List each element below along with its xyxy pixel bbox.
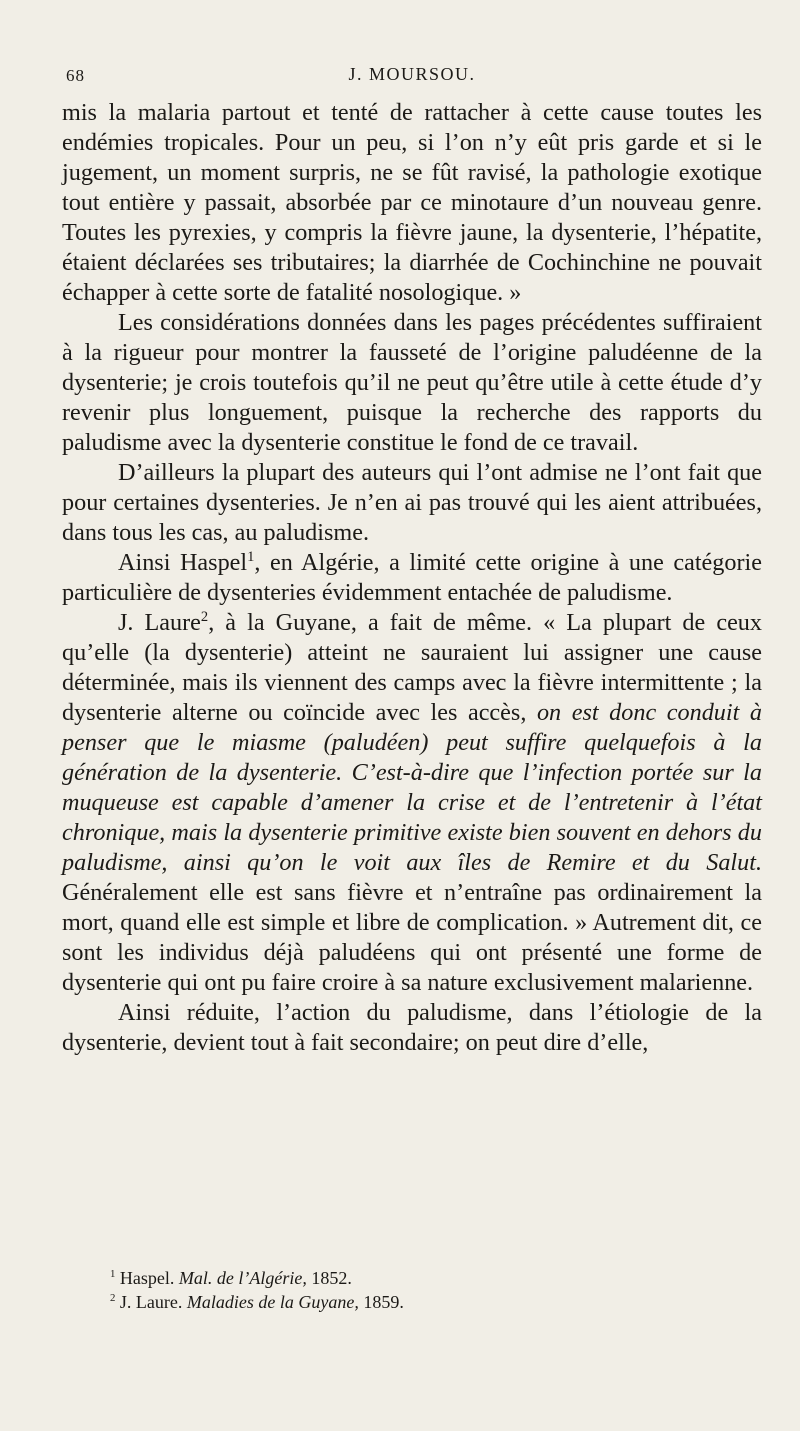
running-header bbox=[62, 64, 762, 90]
paragraph: Ainsi réduite, l’action du paludisme, dans l’étiologie de la dysenterie, devient tout à fait secondaire; on peut dire d’elle, bbox=[62, 999, 762, 1056]
footnote-year: 1852. bbox=[311, 1268, 352, 1288]
footnote bbox=[110, 1290, 760, 1314]
paragraph: D’ailleurs la plupart des auteurs qui l’ont admise ne l’ont fait que pour certaines dysenteries. Je n’en ai pas trouvé qui les aient attribuées, dans tous les cas, au paludisme. bbox=[62, 459, 762, 546]
running-title: J. MOURSOU. bbox=[348, 64, 476, 84]
footnote-title: Mal. de l’Algérie, bbox=[178, 1268, 307, 1288]
footnote-author: J. Laure. bbox=[119, 1292, 183, 1312]
text-run: Ainsi Haspel bbox=[118, 549, 248, 576]
paragraph: Les considérations données dans les pages précédentes suffiraient à la rigueur pour montrer la fausseté de l’origine paludéenne de la dysenterie; je crois toutefois qu’il ne peut qu’être utile à cette étude d’y revenir plus longuement, puisque la recherche des rapports du paludisme avec la dysenterie constitue le fond de ce travail. bbox=[62, 309, 762, 456]
footnote-ref: 2 bbox=[200, 608, 209, 625]
italic-quote: on est donc conduit à penser que le miasme (paludéen) peut suffire quelquefois à la génération de la dysenterie. C’est-à-dire que l’infection portée sur la muqueuse est capable d’amener la crise et de l’entretenir à l’état chronique, mais la dysenterie primitive existe bien souvent en dehors du paludisme, ainsi qu’on le voit aux îles de Remire et du Salut. bbox=[62, 699, 762, 876]
footnote bbox=[110, 1266, 760, 1290]
footnote-mark: 2 bbox=[110, 1292, 116, 1304]
footnote-ref: 1 bbox=[247, 548, 255, 565]
text-run: J. Laure bbox=[118, 609, 201, 636]
page-number: 68 bbox=[66, 66, 85, 85]
footnote-title: Maladies de la Guyane, bbox=[186, 1292, 359, 1312]
text-run: , à la Guyane, a fait de même. « La plupart de ceux qu’elle (la dysenterie) atteint ne sauraient lui assigner une cause déterminée, mais ils viennent des camps avec la fièvre intermittente ; la dysenterie alterne ou coïncide avec les accès, bbox=[62, 609, 762, 726]
text-run: Généralement elle est sans fièvre et n’entraîne pas ordinairement la mort, quand elle est simple et libre de complication. » Autrement dit, ce sont les individus déjà paludéens qui ont présenté une forme de dysenterie qui ont pu faire croire à sa nature exclusivement malarienne. bbox=[62, 879, 762, 996]
footnotes bbox=[110, 1266, 760, 1314]
main-text bbox=[62, 98, 762, 1058]
text-run: , en Algérie, a limité cette origine à une catégorie particulière de dysenteries évidemment entachée de paludisme. bbox=[62, 549, 762, 606]
footnote-author: Haspel. bbox=[119, 1268, 175, 1288]
footnote-mark: 1 bbox=[110, 1268, 116, 1280]
paragraph: mis la malaria partout et tenté de rattacher à cette cause toutes les endémies tropicales. Pour un peu, si l’on n’y eût pris garde et si le jugement, un moment surpris, ne se fût ravisé, la pathologie exotique tout entière y passait, absorbée par ce minotaure d’un nouveau genre. Toutes les pyrexies, y compris la fièvre jaune, la dysenterie, l’hépatite, étaient déclarées ses tributaires; la diarrhée de Cochinchine ne pouvait échapper à cette sorte de fatalité nosologique. » bbox=[62, 99, 762, 306]
paragraph bbox=[62, 548, 762, 608]
footnote-year: 1859. bbox=[363, 1292, 404, 1312]
paragraph bbox=[62, 608, 762, 998]
